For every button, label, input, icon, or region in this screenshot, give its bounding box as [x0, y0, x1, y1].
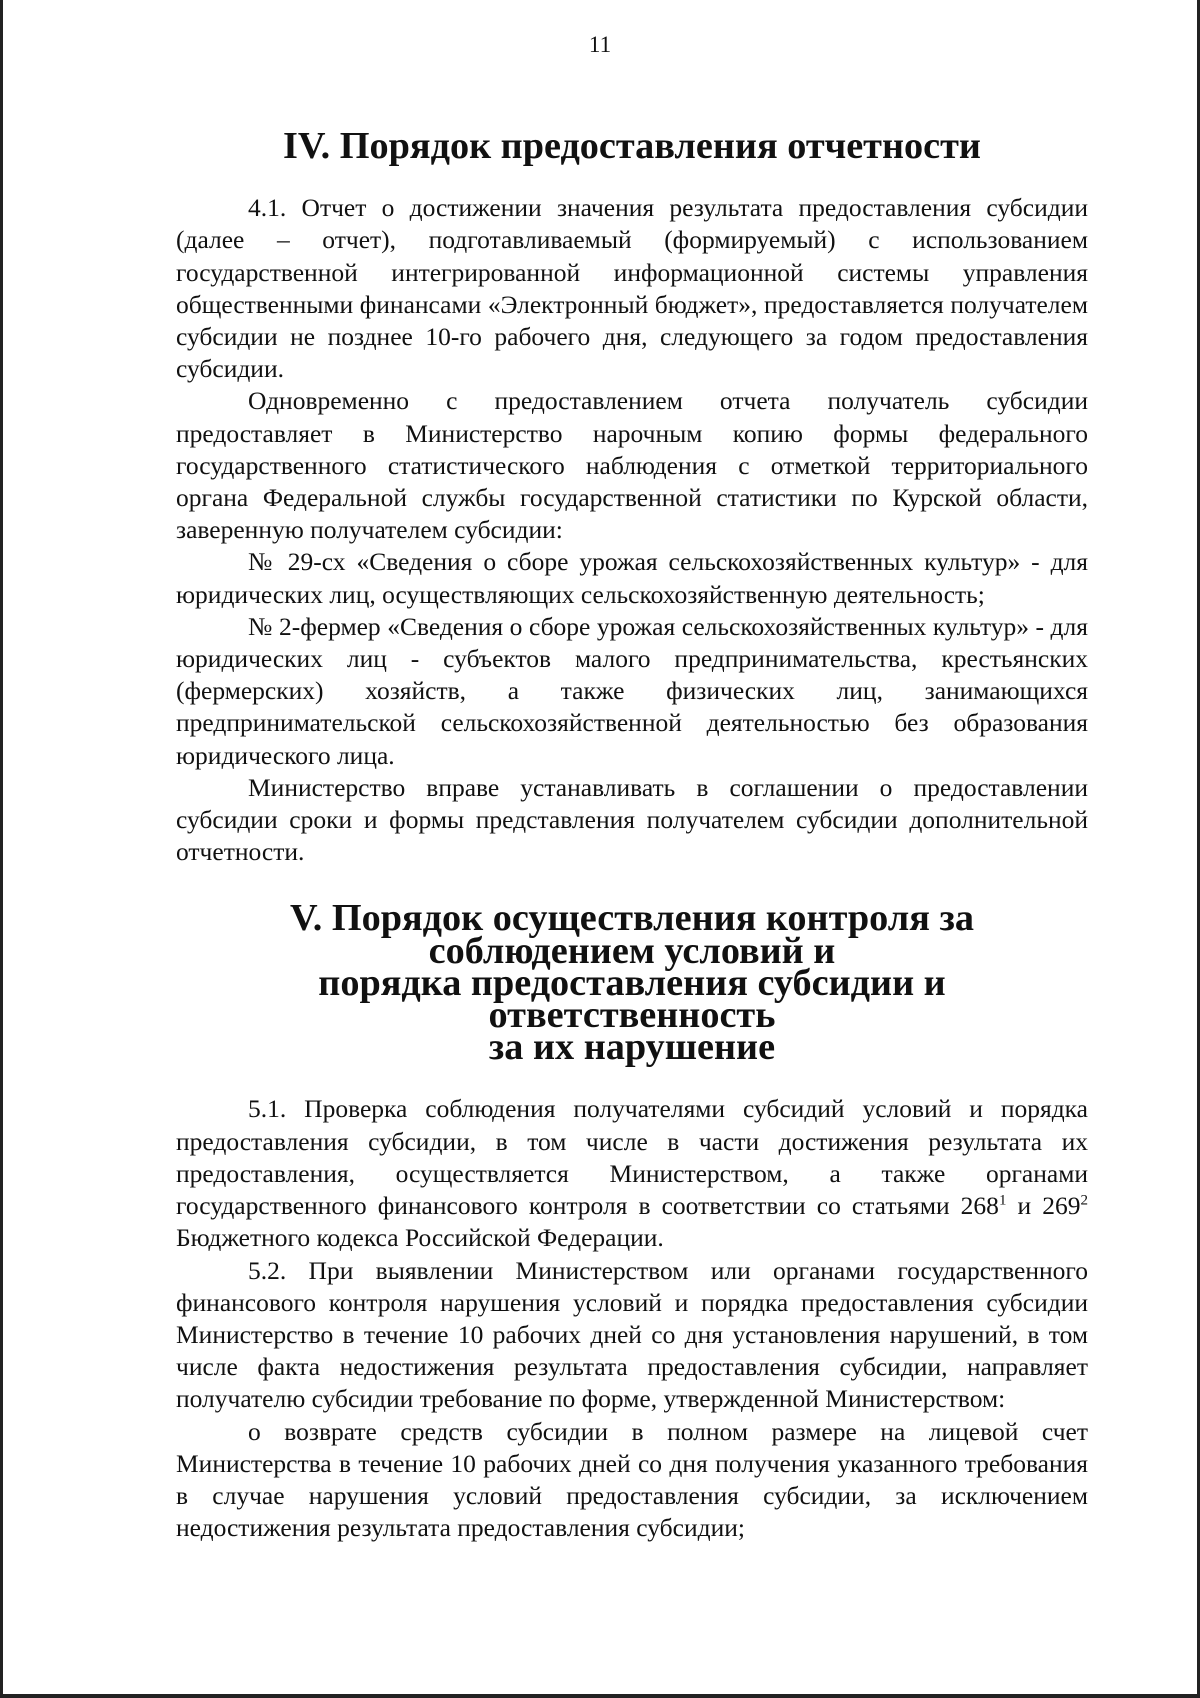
- paragraph-5-1: [176, 1093, 1088, 1254]
- superscript-1: 1: [998, 1192, 1007, 1209]
- paragraph-refund-requirement: о возврате средств субсидии в полном размере на лицевой счет Министерства в течение 10 рабочих дней со дня получения указанного требования в случае нарушения условий предоставления субсидии, за исключением недостижения результата предоставления субсидии;: [176, 1416, 1088, 1543]
- paragraph-5-2: 5.2. При выявлении Министерством или органами государственного финансового контроля нарушения условий и порядка предоставления субсидии Министерство в течение 10 рабочих дней со дня установления нарушений, в том числе факта недостижения результата предоставления субсидии, направляет получателю субсидии требование по форме, утвержденной Министерством:: [176, 1255, 1088, 1414]
- section-5-heading-line-1: V. Порядок осуществления контроля за соблюдением условий и: [290, 897, 974, 972]
- paragraph-additional-reporting: Министерство вправе устанавливать в соглашении о предоставлении субсидии сроки и формы представления получателем субсидии дополнительной отчетности.: [176, 772, 1088, 867]
- section-5-heading-line-3: за их нарушение: [488, 1026, 776, 1069]
- section-5-heading-line-2: порядка предоставления субсидии и ответственность: [318, 961, 946, 1037]
- document-body: [176, 125, 1088, 1544]
- paragraph-form-2-fermer: № 2-фермер «Сведения о сборе урожая сельскохозяйственных культур» - для юридических лиц - субъектов малого предпринимательства, крестьянских (фермерских) хозяйств, а также физических лиц, занимающихся предпринимательской сельскохозяйственной деятельностью без образования юридического лица.: [176, 611, 1088, 770]
- scan-edge-bottom: [0, 1694, 1200, 1698]
- superscript-2: 2: [1080, 1192, 1088, 1209]
- section-4-heading: IV. Порядок предоставления отчетности: [283, 125, 981, 167]
- paragraph-form-29-sh: № 29-сх «Сведения о сборе урожая сельскохозяйственных культур» - для юридических лиц, осуществляющих сельскохозяйственную деятельность;: [176, 547, 1088, 609]
- paragraph-report-copy: Одновременно с предоставлением отчета получатель субсидии предоставляет в Министерство нарочным копию формы федерального государственного статистического наблюдения с отметкой территориального органа Федеральной службы государственной статистики по Курской области, заверенную получателем субсидии:: [176, 386, 1088, 545]
- paragraph-5-1-text-c: Бюджетного кодекса Российской Федерации.: [176, 1223, 664, 1253]
- section-5-heading: [176, 897, 1088, 1069]
- paragraph-5-1-text-b: и 269: [1006, 1191, 1081, 1221]
- paragraph-4-1: 4.1. Отчет о достижении значения результата предоставления субсидии (далее – отчет), подготавливаемый (формируемый) с использованием государственной интегрированной информационной системы управления общественными финансами «Электронный бюджет», предоставляется получателем субсидии не позднее 10-го рабочего дня, следующего за годом предоставления субсидии.: [176, 193, 1088, 384]
- scan-edge-left: [0, 0, 3, 1698]
- page-number: 11: [588, 32, 612, 57]
- paragraph-5-1-text-a: 5.1. Проверка соблюдения получателями субсидий условий и порядка предоставления субсидии, в том числе в части достижения результата их предоставления, осуществляется Министерством, а также органами государственного финансового контроля в соответствии со статьями 268: [176, 1094, 1088, 1221]
